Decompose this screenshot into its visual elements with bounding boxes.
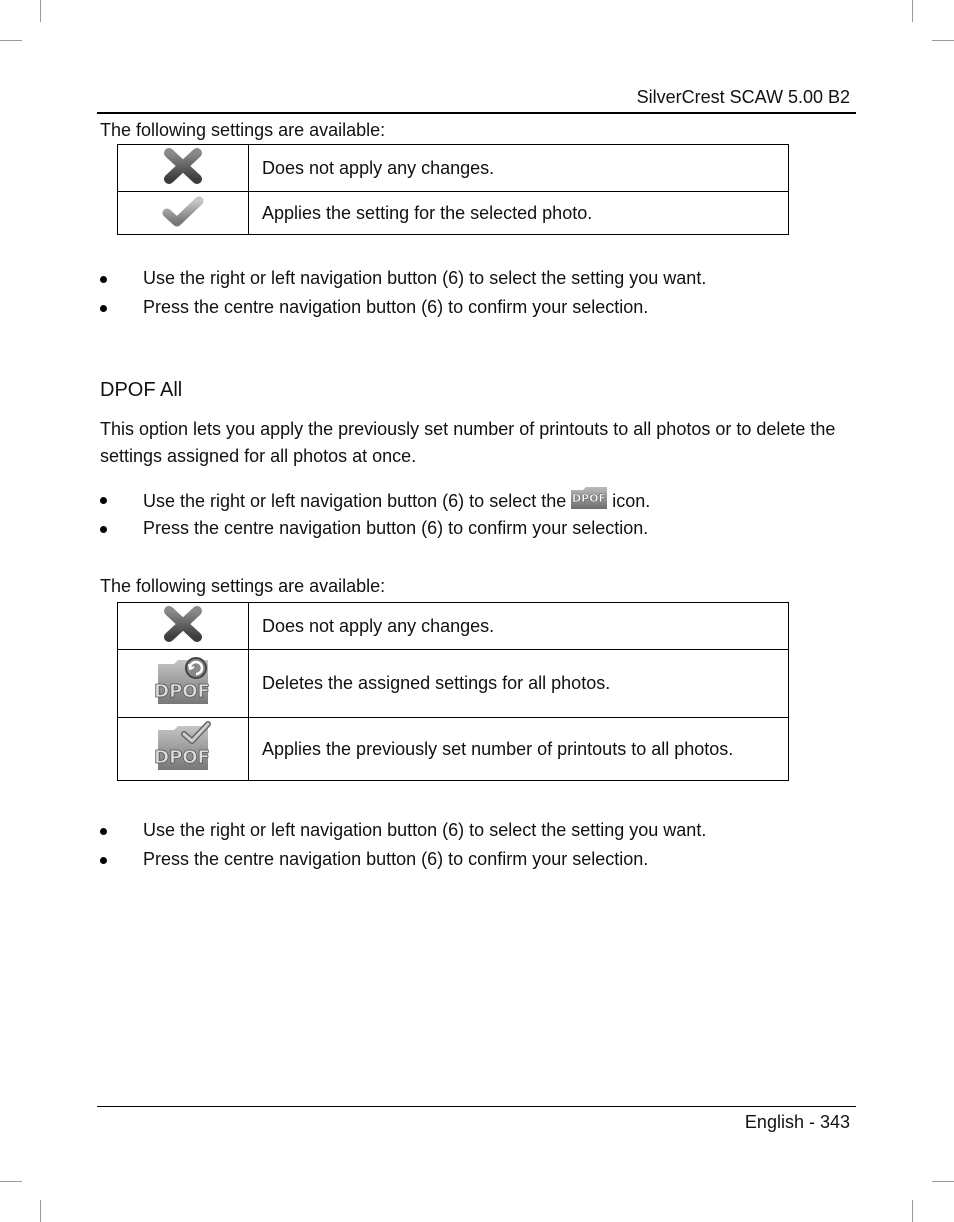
setting-description: Applies the previously set number of printouts to all photos. <box>249 718 789 781</box>
list-item-text: Press the centre navigation button (6) to confirm your selection. <box>143 518 649 538</box>
header-rule <box>97 112 856 114</box>
instruction-list <box>100 264 856 322</box>
crop-mark <box>40 0 41 22</box>
settings-table <box>117 144 789 235</box>
list-item-text: Use the right or left navigation button (6) to select the setting you want. <box>143 268 707 288</box>
list-item <box>100 485 856 514</box>
section-paragraph: This option lets you apply the previously set number of printouts to all photos or to delete the settings assigned for all photos at once. <box>100 419 836 466</box>
crop-mark <box>912 0 913 22</box>
dpof-icon-label: DPOF <box>572 492 607 505</box>
setting-description: Deletes the assigned settings for all photos. <box>249 650 789 718</box>
crop-mark <box>0 1181 22 1182</box>
settings-intro: The following settings are available: <box>100 576 386 596</box>
list-item-text: Use the right or left navigation button (6) to select the setting you want. <box>143 820 707 840</box>
list-item-text: Press the centre navigation button (6) to confirm your selection. <box>143 297 649 317</box>
setting-description: Does not apply any changes. <box>249 145 789 192</box>
crop-mark <box>40 1200 41 1222</box>
bullet-icon <box>100 276 107 283</box>
crop-mark <box>932 40 954 41</box>
footer-rule <box>97 1106 856 1107</box>
list-item <box>100 514 856 543</box>
list-item-text: Press the centre navigation button (6) to confirm your selection. <box>143 849 649 869</box>
icon-cell <box>118 603 249 650</box>
crop-mark <box>912 1200 913 1222</box>
list-item-text: icon. <box>612 491 651 511</box>
dpof-apply-all-icon <box>154 720 212 774</box>
instruction-list <box>100 816 856 874</box>
bullet-icon <box>100 305 107 312</box>
dpof-delete-icon <box>154 654 212 708</box>
table-row <box>118 650 789 718</box>
cancel-x-icon <box>163 148 203 184</box>
list-item <box>100 264 856 293</box>
setting-description: Does not apply any changes. <box>249 603 789 650</box>
section-heading: DPOF All <box>100 379 183 401</box>
list-item <box>100 845 856 874</box>
icon-cell <box>118 192 249 235</box>
bullet-icon <box>100 526 107 533</box>
settings-table <box>117 602 789 781</box>
list-item <box>100 293 856 322</box>
bullet-icon <box>100 497 107 504</box>
running-header: SilverCrest SCAW 5.00 B2 <box>636 87 850 107</box>
icon-cell <box>118 718 249 781</box>
icon-cell <box>118 650 249 718</box>
settings-intro: The following settings are available: <box>100 120 386 140</box>
dpof-icon-label: DPOF <box>154 746 210 768</box>
instruction-list <box>100 485 856 543</box>
cancel-x-icon <box>163 606 203 642</box>
table-row <box>118 718 789 781</box>
dpof-icon-label: DPOF <box>154 681 210 702</box>
page-number: English - 343 <box>744 1112 850 1132</box>
list-item-text: Use the right or left navigation button (6) to select the <box>143 491 567 511</box>
bullet-icon <box>100 857 107 864</box>
table-row <box>118 145 789 192</box>
checkmark-icon <box>162 195 204 227</box>
bullet-icon <box>100 828 107 835</box>
setting-description: Applies the setting for the selected photo. <box>249 192 789 235</box>
table-row <box>118 603 789 650</box>
crop-mark <box>0 40 22 41</box>
list-item <box>100 816 856 845</box>
icon-cell <box>118 145 249 192</box>
table-row <box>118 192 789 235</box>
crop-mark <box>932 1181 954 1182</box>
